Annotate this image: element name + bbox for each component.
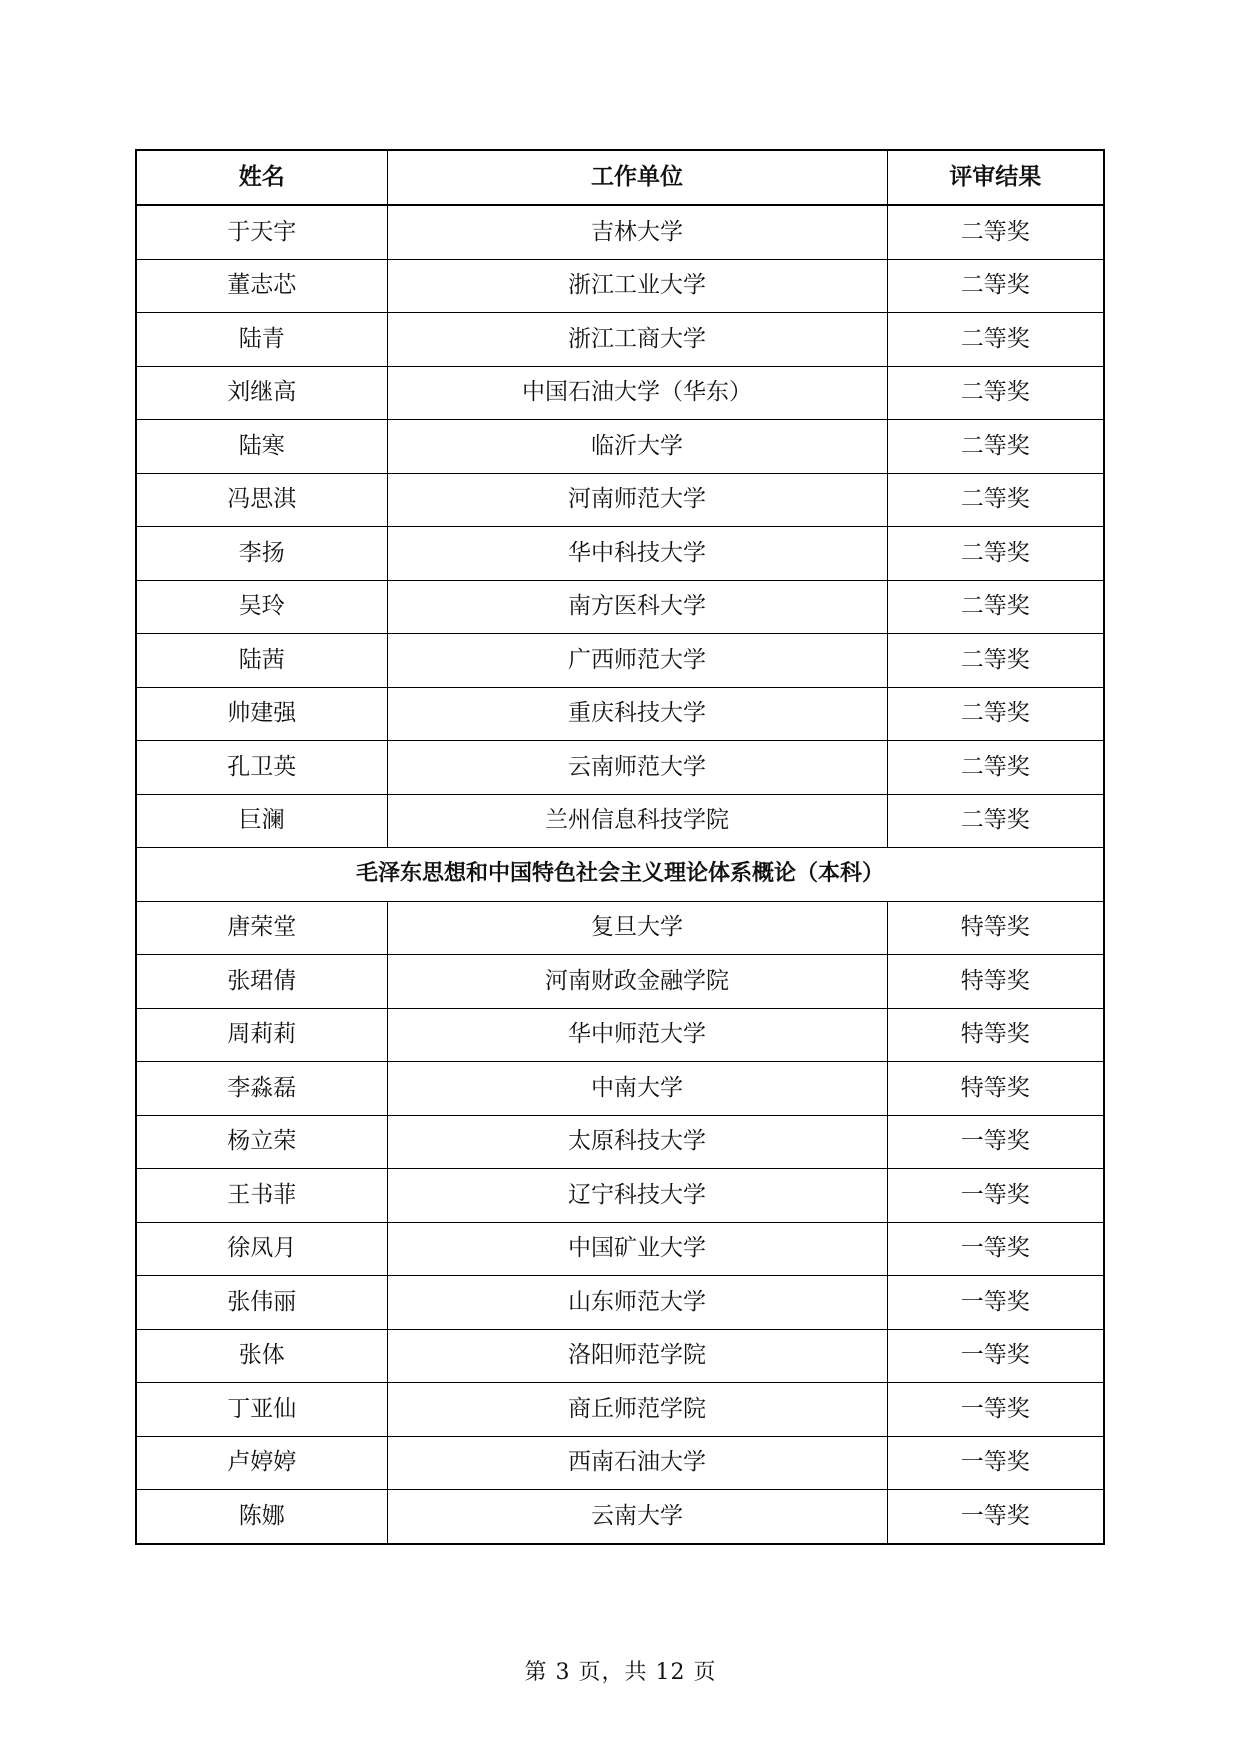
cell-name: 卢婷婷 xyxy=(136,1436,387,1490)
table-row xyxy=(136,687,1104,741)
cell-unit: 兰州信息科技学院 xyxy=(387,794,887,848)
table-header xyxy=(136,150,1104,205)
table-row xyxy=(136,1062,1104,1116)
cell-unit: 中国矿业大学 xyxy=(387,1222,887,1276)
table-row xyxy=(136,955,1104,1009)
cell-unit: 云南大学 xyxy=(387,1490,887,1544)
cell-name: 张体 xyxy=(136,1329,387,1383)
table-row xyxy=(136,1436,1104,1490)
table-row xyxy=(136,259,1104,313)
table-row xyxy=(136,1383,1104,1437)
cell-result: 二等奖 xyxy=(887,527,1104,581)
table-row xyxy=(136,1329,1104,1383)
cell-result: 二等奖 xyxy=(887,580,1104,634)
table-row xyxy=(136,473,1104,527)
cell-unit: 中南大学 xyxy=(387,1062,887,1116)
cell-name: 冯思淇 xyxy=(136,473,387,527)
header-name: 姓名 xyxy=(136,150,387,205)
cell-name: 陆茜 xyxy=(136,634,387,688)
cell-unit: 山东师范大学 xyxy=(387,1276,887,1330)
section-heading-row xyxy=(136,848,1104,902)
cell-result: 一等奖 xyxy=(887,1169,1104,1223)
cell-result: 二等奖 xyxy=(887,205,1104,259)
cell-result: 二等奖 xyxy=(887,366,1104,420)
cell-result: 特等奖 xyxy=(887,955,1104,1009)
cell-unit: 广西师范大学 xyxy=(387,634,887,688)
table-row xyxy=(136,580,1104,634)
cell-name: 吴玲 xyxy=(136,580,387,634)
table-row xyxy=(136,1169,1104,1223)
header-row xyxy=(136,150,1104,205)
cell-unit: 浙江工业大学 xyxy=(387,259,887,313)
cell-result: 二等奖 xyxy=(887,741,1104,795)
cell-result: 一等奖 xyxy=(887,1115,1104,1169)
cell-name: 董志芯 xyxy=(136,259,387,313)
cell-result: 二等奖 xyxy=(887,634,1104,688)
cell-name: 张珺倩 xyxy=(136,955,387,1009)
table-row xyxy=(136,1490,1104,1544)
cell-unit: 河南财政金融学院 xyxy=(387,955,887,1009)
cell-name: 陈娜 xyxy=(136,1490,387,1544)
cell-name: 周莉莉 xyxy=(136,1008,387,1062)
cell-name: 李扬 xyxy=(136,527,387,581)
cell-unit: 华中师范大学 xyxy=(387,1008,887,1062)
results-table xyxy=(135,149,1105,1545)
header-unit: 工作单位 xyxy=(387,150,887,205)
cell-result: 一等奖 xyxy=(887,1276,1104,1330)
table-row xyxy=(136,205,1104,259)
cell-unit: 南方医科大学 xyxy=(387,580,887,634)
cell-result: 二等奖 xyxy=(887,420,1104,474)
cell-unit: 中国石油大学（华东） xyxy=(387,366,887,420)
table-row xyxy=(136,420,1104,474)
cell-result: 二等奖 xyxy=(887,473,1104,527)
cell-name: 徐凤月 xyxy=(136,1222,387,1276)
page-number: 第 3 页，共 12 页 xyxy=(524,1660,717,1685)
cell-unit: 太原科技大学 xyxy=(387,1115,887,1169)
cell-unit: 吉林大学 xyxy=(387,205,887,259)
cell-unit: 浙江工商大学 xyxy=(387,313,887,367)
table-row xyxy=(136,366,1104,420)
cell-name: 张伟丽 xyxy=(136,1276,387,1330)
cell-name: 李淼磊 xyxy=(136,1062,387,1116)
cell-name: 陆青 xyxy=(136,313,387,367)
cell-name: 巨澜 xyxy=(136,794,387,848)
cell-name: 于天宇 xyxy=(136,205,387,259)
table-row xyxy=(136,527,1104,581)
cell-unit: 河南师范大学 xyxy=(387,473,887,527)
cell-name: 帅建强 xyxy=(136,687,387,741)
section-title: 毛泽东思想和中国特色社会主义理论体系概论（本科） xyxy=(136,848,1104,902)
cell-name: 陆寒 xyxy=(136,420,387,474)
cell-unit: 重庆科技大学 xyxy=(387,687,887,741)
cell-name: 刘继高 xyxy=(136,366,387,420)
cell-unit: 西南石油大学 xyxy=(387,1436,887,1490)
cell-result: 一等奖 xyxy=(887,1222,1104,1276)
cell-name: 唐荣堂 xyxy=(136,901,387,955)
cell-result: 二等奖 xyxy=(887,259,1104,313)
header-result: 评审结果 xyxy=(887,150,1104,205)
cell-name: 杨立荣 xyxy=(136,1115,387,1169)
cell-result: 一等奖 xyxy=(887,1329,1104,1383)
cell-unit: 复旦大学 xyxy=(387,901,887,955)
cell-result: 二等奖 xyxy=(887,794,1104,848)
cell-result: 特等奖 xyxy=(887,1008,1104,1062)
cell-result: 一等奖 xyxy=(887,1436,1104,1490)
cell-result: 特等奖 xyxy=(887,901,1104,955)
cell-name: 丁亚仙 xyxy=(136,1383,387,1437)
cell-name: 孔卫英 xyxy=(136,741,387,795)
table-row xyxy=(136,1115,1104,1169)
table-row xyxy=(136,741,1104,795)
table-row xyxy=(136,901,1104,955)
table-row xyxy=(136,794,1104,848)
cell-unit: 商丘师范学院 xyxy=(387,1383,887,1437)
table-row xyxy=(136,313,1104,367)
cell-name: 王书菲 xyxy=(136,1169,387,1223)
table-row xyxy=(136,634,1104,688)
table-body xyxy=(136,205,1104,1544)
table-row xyxy=(136,1222,1104,1276)
table-row xyxy=(136,1276,1104,1330)
cell-result: 特等奖 xyxy=(887,1062,1104,1116)
cell-result: 二等奖 xyxy=(887,687,1104,741)
cell-unit: 云南师范大学 xyxy=(387,741,887,795)
cell-unit: 洛阳师范学院 xyxy=(387,1329,887,1383)
cell-result: 二等奖 xyxy=(887,313,1104,367)
cell-unit: 辽宁科技大学 xyxy=(387,1169,887,1223)
table-row xyxy=(136,1008,1104,1062)
cell-unit: 华中科技大学 xyxy=(387,527,887,581)
cell-result: 一等奖 xyxy=(887,1490,1104,1544)
cell-unit: 临沂大学 xyxy=(387,420,887,474)
cell-result: 一等奖 xyxy=(887,1383,1104,1437)
